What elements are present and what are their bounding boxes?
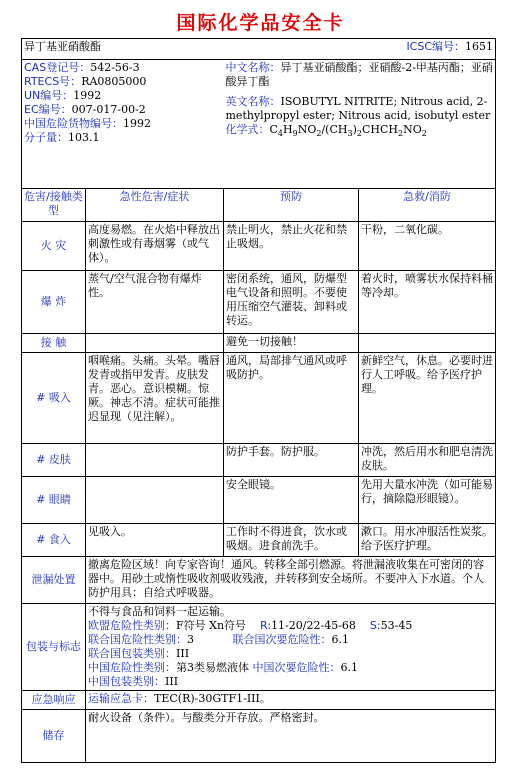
eu-classification: 欧盟危险性类别：F符号 Xn符号 R:11-20/22-45-68 S:53-45 bbox=[88, 619, 413, 632]
safety-card-table bbox=[21, 38, 496, 763]
cas-number: CAS登记号：542-56-3 bbox=[24, 61, 140, 74]
emergency-row: 应急响应 运输应急卡：TEC(R)-30GTF1-III。 bbox=[22, 691, 496, 710]
header-type: 危害/接触类型 bbox=[22, 189, 86, 222]
hazard-row-explosion: 爆 炸 蒸气/空气混合物有爆炸性。 密闭系统，通风，防爆型电气设备和照明。不要使用压缩空气灌装、卸料或转运。 着火时，喷雾状水保持料桶等冷却。 bbox=[22, 271, 496, 334]
name-row bbox=[22, 39, 496, 60]
header-first-aid: 急救/消防 bbox=[359, 189, 496, 222]
chemical-name: 异丁基亚硝酸酯 bbox=[24, 40, 101, 53]
un-classification: 联合国危险性类别：3 联合国次要危险性：6.1 bbox=[88, 633, 349, 646]
packaging-row: 包装与标志 不得与食品和饲料一起运输。 欧盟危险性类别：F符号 Xn符号 R:11-20/22-45-68 S:53-45 联合国危险性类别：3 联合国次要危险性：6.1 联合国包装类别：III 中国危险性类别：第3类易燃液体 中国次要危险性：6.1 中国包装类别：III bbox=[22, 604, 496, 691]
cn-dg-number: 中国危险货物编号：1992 bbox=[24, 117, 151, 130]
hazard-row-ingestion: # 食入 见吸入。 工作时不得进食，饮水或吸烟。进食前洗手。 漱口。用水冲服活性炭浆。给予医疗护理。 bbox=[22, 524, 496, 557]
molecular-weight: 分子量：103.1 bbox=[24, 131, 100, 144]
hazard-row-inhalation: # 吸入 咽喉痛。头痛。头晕。嘴唇发青或指甲发青。皮肤发青。恶心。意识模糊。惊厥。神志不清。症状可能推迟显现（见注解）。 通风，局部排气通风或呼吸防护。 新鲜空气，休息。必要时进行人工呼吸。给予医疗护理。 bbox=[22, 353, 496, 444]
column-header-row bbox=[22, 189, 496, 222]
card-title: 国际化学品安全卡 bbox=[176, 12, 345, 34]
hazard-row-skin: # 皮肤 防护手套。防护服。 冲洗，然后用水和肥皂清洗皮肤。 bbox=[22, 444, 496, 477]
hazard-row-contact: 接 触 避免一切接触！ bbox=[22, 334, 496, 353]
hazard-row-eyes: # 眼睛 安全眼镜。 先用大量水冲洗（如可能易行，摘除隐形眼镜）。 bbox=[22, 477, 496, 524]
ec-number: EC编号：007-017-00-2 bbox=[24, 103, 146, 116]
un-packing-group: 联合国包装类别：III bbox=[88, 647, 190, 660]
chinese-name: 中文名称：异丁基亚硝酸酯；亚硝酸-2-甲基丙酯；亚硝酸异丁酯 bbox=[225, 61, 493, 88]
un-number: UN编号：1992 bbox=[24, 89, 102, 102]
cn-classification: 中国危险性类别：第3类易燃液体 中国次要危险性：6.1 bbox=[88, 661, 358, 674]
header-prevention: 预防 bbox=[224, 189, 359, 222]
identity-row bbox=[22, 60, 496, 189]
cn-packing-group: 中国包装类别：III bbox=[88, 675, 179, 688]
icsc-number: ICSC编号：1651 bbox=[406, 40, 494, 53]
spill-row: 泄漏处置 撤离危险区域！向专家咨询！通风。转移全部引燃源。将泄漏液收集在可密闭的容器中。用砂土或惰性吸收剂吸收残液，并转移到安全场所。不要冲入下水道。个人防护用具：自给式呼吸器。 bbox=[22, 557, 496, 604]
hazard-row-fire: 火 灾 高度易燃。在火焰中释放出刺激性或有毒烟雾（或气体）。 禁止明火，禁止火花和禁止吸烟。 干粉，二氧化碳。 bbox=[22, 222, 496, 271]
rtecs-number: RTECS号：RA0805000 bbox=[24, 75, 147, 88]
storage-row: 储存 耐火设备（条件）。与酸类分开存放。严格密封。 bbox=[22, 710, 496, 763]
header-hazard: 急性危害/症状 bbox=[86, 189, 224, 222]
english-name: 英文名称：ISOBUTYL NITRITE; Nitrous acid, 2-methylpropyl ester; Nitrous acid, isobutyl ester bbox=[225, 95, 491, 122]
chemical-formula: 化学式：$C_4H_9NO_2/(CH_3)_2CHCH_2NO_2$ bbox=[225, 123, 427, 139]
